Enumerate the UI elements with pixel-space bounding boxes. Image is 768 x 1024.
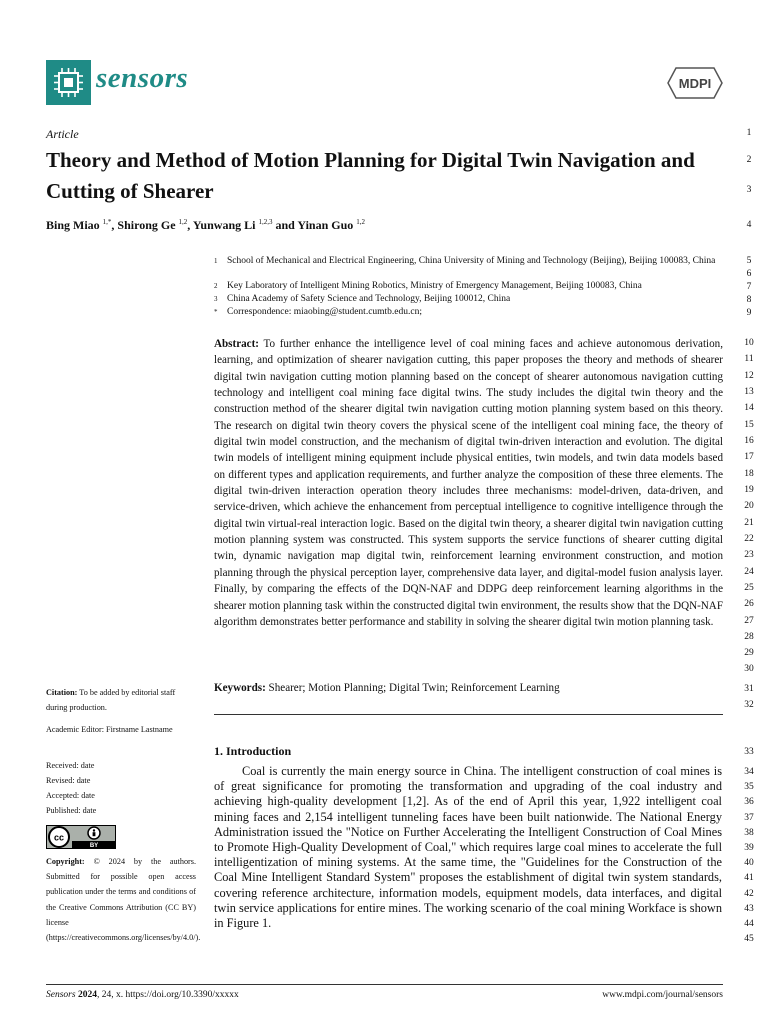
line-number: 3 — [746, 185, 752, 195]
line-number: 12 — [744, 371, 754, 381]
keywords-label: Keywords: — [214, 682, 266, 694]
line-number: 21 — [744, 518, 754, 528]
footer-year: 2024 — [77, 990, 97, 1000]
publisher-name: MDPI — [678, 76, 712, 91]
line-number: 27 — [744, 616, 754, 626]
publisher-logo — [666, 66, 724, 100]
line-number: 31 — [744, 684, 754, 694]
academic-editor — [46, 723, 182, 738]
line-number: 22 — [744, 534, 754, 544]
abstract-label: Abstract: — [214, 338, 259, 350]
line-number: 14 — [744, 403, 754, 413]
line-number: 16 — [744, 436, 754, 446]
affiliation-mark: 1 — [214, 257, 218, 265]
line-number: 26 — [744, 599, 754, 609]
affiliation-text: School of Mechanical and Electrical Engineering, China University of Mining and Technology (Beijing), Beijing 100083, China — [227, 256, 716, 266]
line-number: 30 — [744, 664, 754, 674]
line-number: 29 — [744, 648, 754, 658]
line-number: 33 — [744, 747, 754, 757]
abstract-text: To further enhance the intelligence level of coal mining faces and achieve autonomous derivation, learning, and optimization of shearer navigation cutting, this paper proposes the theory and methods of shearer digital twin navigation cutting motion planning based on the concept of shearer autonomous navigation cutting technology and intelligent coal mining face digital twins. The study includes the digital twin theory and the construction method of the shearer digital twin navigation cutting motion planning system based on this theory. The research on digital twin theory covers the physical scene of the intelligent coal mining face, the theory of digital twin model construction, and the mechanism of digital twin-driven interaction and evolution. The digital twin models of intelligent mining equipment include physical entities, twin models, and twin data models based on different types and application requirements, and further analyze the composition of these three elements. The digital twin-driven interaction operation theory includes three mechanisms: model-driven, data-driven, and service-driven, which achieve the enhancement from perceptual intelligence to cognitive intelligence through the digital twin virtual-real interaction logic. Based on the digital twin theory, a shearer digital twin navigation cutting motion planning system was constructed. This system supports the service functions of shearer cutting digital twin, dynamic navigation map digital twin, reinforcement learning environment construction, and motion planning through the physical perception layer, comprehensive data layer, and digital-model fusion analysis layer. Finally, by comparing the effects of the DQN-NAF and DDPG deep reinforcement learning algorithms in the shearer motion planning task within the constructed digital twin environment, the results show that the DQN-NAF algorithm demonstrates better performance and stability in solving the shearer digital twin motion planning task. — [214, 338, 723, 628]
line-number: 10 — [744, 338, 754, 348]
editor-label: Academic Editor: — [46, 725, 104, 734]
line-number: 35 — [744, 782, 754, 792]
citation-label: Citation: — [46, 688, 78, 697]
author-name: Yunwang Li — [192, 218, 256, 232]
line-number: 19 — [744, 485, 754, 495]
author-name: Shirong Ge — [117, 218, 176, 232]
line-number: 11 — [744, 354, 754, 364]
line-number: 6 — [746, 269, 752, 279]
author-name: Yinan Guo — [297, 218, 354, 232]
author-affiliation-mark: 1,2 — [178, 218, 188, 226]
line-number: 15 — [744, 420, 754, 430]
footer-citation — [46, 990, 239, 1000]
citation-text: To be added by editorial staff during production. — [46, 688, 176, 712]
affiliation — [214, 255, 724, 268]
correspondence — [214, 306, 724, 319]
line-number: 36 — [744, 797, 754, 807]
line-number: 23 — [744, 550, 754, 560]
line-number: 38 — [744, 828, 754, 838]
article-type: Article — [46, 127, 79, 141]
date-accepted: Accepted: date — [46, 791, 95, 800]
author-affiliation-mark: 1,2,3 — [258, 218, 273, 226]
copyright-text: © 2024 by the authors. Submitted for possible open access publication under the terms and conditions of the Creative Commons Attribution (CC BY) license (https://creativecommons.org/licenses/by/4.0/). — [46, 857, 201, 943]
line-number: 24 — [744, 567, 754, 577]
line-number: 20 — [744, 501, 754, 511]
date-revised: Revised: date — [46, 776, 91, 785]
abstract — [214, 336, 723, 630]
line-number: 4 — [746, 220, 752, 230]
line-number: 45 — [744, 934, 754, 944]
author-affiliation-mark: 1,* — [102, 218, 112, 226]
line-number: 28 — [744, 632, 754, 642]
date-published: Published: date — [46, 806, 97, 815]
correspondence-email[interactable]: Correspondence: miaobing@student.cumtb.edu.cn; — [227, 307, 423, 317]
line-number: 42 — [744, 889, 754, 899]
line-number: 7 — [746, 282, 752, 292]
section-heading: 1. Introduction — [214, 744, 292, 758]
footer-divider — [46, 984, 723, 985]
affiliation-text: Key Laboratory of Intelligent Mining Robotics, Ministry of Emergency Management, Beijing 100083, China — [227, 281, 642, 291]
line-number: 17 — [744, 452, 754, 462]
cc-label: cc — [53, 832, 65, 843]
affiliation — [214, 293, 724, 306]
body-paragraph: Coal is currently the main energy source in China. The intelligent construction of coal mines is of great significance for promoting the transformation and upgrading of the coal industry and achieving high-quality development [1,2]. As of the end of April this year, 1,922 intelligent coal mining faces and 2,154 intelligent tunneling faces have been built nationwide. The National Energy Administration issued the "Notice on Further Accelerating the Intelligent Construction of Coal Mines to Promote High-Quality Development of Coal," which requires large coal mines to accelerate the full intelligentization of mining systems. At the same time, the "Guidelines for the Construction of the Coal Mine Intelligent Standard System" proposes the establishment of digital twin system standards, covering reference architecture, information models, equipment models, data interfaces, and digital twin service applications for entire mines. The working scenario of the coal mining Workface is shown in Figure 1. — [214, 764, 722, 931]
line-number: 1 — [746, 128, 752, 138]
cc-by-license-icon[interactable] — [46, 825, 116, 849]
journal-logo-icon — [46, 60, 91, 105]
line-number: 18 — [744, 469, 754, 479]
footer-journal: Sensors — [46, 990, 76, 1000]
line-number: 13 — [744, 387, 754, 397]
line-number: 39 — [744, 843, 754, 853]
journal-url-link[interactable]: www.mdpi.com/journal/sensors — [602, 990, 723, 1000]
line-number: 40 — [744, 858, 754, 868]
footer-doi: , 24, x. https://doi.org/10.3390/xxxxx — [96, 990, 239, 1000]
editor-name: Firstname Lastname — [106, 725, 173, 734]
copyright-notice — [46, 854, 201, 945]
affiliation — [214, 280, 724, 293]
line-number: 37 — [744, 813, 754, 823]
paper-title: Theory and Method of Motion Planning for Digital Twin Navigation and Cutting of Shearer — [46, 148, 695, 203]
author-affiliation-mark: 1,2 — [356, 218, 366, 226]
line-number: 2 — [746, 155, 752, 165]
citation — [46, 686, 182, 715]
author-list: Bing Miao $^{1,*}$, Shirong Ge $^{1,2}$, Yunwang Li $^{1,2,3}$ and Yinan Guo $^{1,2}$ — [46, 218, 366, 232]
keywords-text: Shearer; Motion Planning; Digital Twin; Reinforcement Learning — [268, 682, 560, 694]
copyright-label: Copyright: — [46, 857, 85, 866]
date-received: Received: date — [46, 761, 95, 770]
author-name: Bing Miao — [46, 218, 100, 232]
line-number: 5 — [746, 256, 752, 266]
affiliation-text: China Academy of Safety Science and Technology, Beijing 100012, China — [227, 294, 511, 304]
divider — [214, 714, 723, 715]
by-label: BY — [89, 843, 99, 849]
line-number: 43 — [744, 904, 754, 914]
line-number: 44 — [744, 919, 754, 929]
line-number: 8 — [746, 295, 752, 305]
affiliation-mark: * — [214, 308, 218, 316]
line-number: 34 — [744, 767, 754, 777]
line-number: 9 — [746, 308, 752, 318]
keywords — [214, 682, 723, 694]
journal-name: sensors — [96, 62, 189, 94]
line-number: 25 — [744, 583, 754, 593]
affiliation-mark: 3 — [214, 295, 218, 303]
line-number: 41 — [744, 873, 754, 883]
line-number: 32 — [744, 700, 754, 710]
affiliation-mark: 2 — [214, 282, 218, 290]
